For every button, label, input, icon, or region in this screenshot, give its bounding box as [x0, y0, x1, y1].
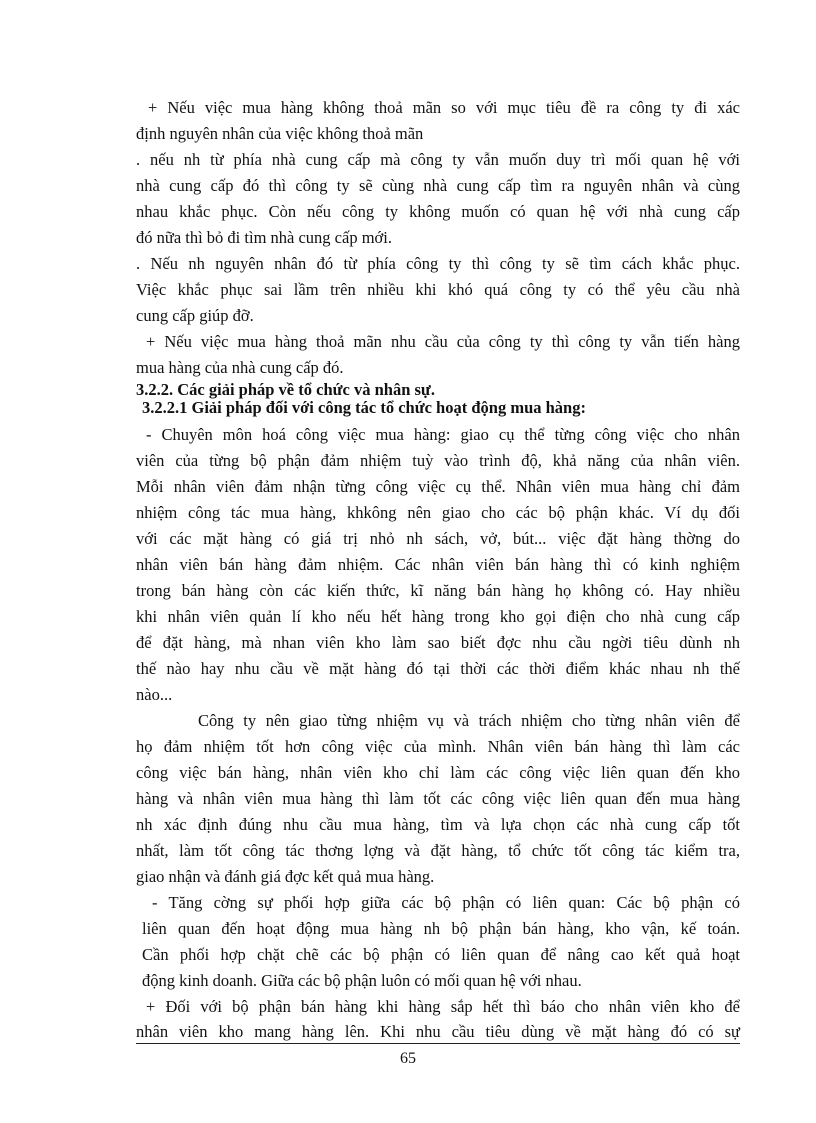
page-number: 65 [400, 1050, 416, 1067]
text-line: liên quan đến hoạt động mua hàng nh bộ phận bán hàng, kho vận, kế toán. [142, 919, 740, 938]
text-line: giao nhận và đánh giá đợc kết quả mua hàng. [136, 867, 435, 886]
subsection-heading: 3.2.2.1 Giải pháp đối với công tác tổ chức hoạt động mua hàng: [142, 398, 586, 417]
text-line: khi nhân viên quản lí kho nếu hết hàng trong kho gọi điện cho nhà cung cấp [136, 607, 740, 626]
text-line: . nếu nh từ phía nhà cung cấp mà công ty vẫn muốn duy trì mối quan hệ với [136, 150, 740, 169]
text-line: nhiệm công tác mua hàng, khkông nên giao cho các bộ phận khác. Ví dụ đối [136, 503, 740, 522]
text-line: nhân viên kho mang hàng lên. Khi nhu cầu tiêu dùng về mặt hàng đó có sự [136, 1022, 740, 1041]
text-line: nào... [136, 685, 173, 704]
text-line: Cần phối hợp chặt chẽ các bộ phận có liên quan để nâng cao kết quả hoạt [142, 945, 740, 964]
text-line: - Chuyên môn hoá công việc mua hàng: giao cụ thể từng công việc cho nhân [146, 425, 740, 444]
text-line: Công ty nên giao từng nhiệm vụ và trách nhiệm cho từng nhân viên để [198, 711, 740, 730]
text-line: với các mặt hàng có giá trị nhỏ nh sách, vở, bút... việc đặt hàng thờng do [136, 529, 740, 548]
text-line: để đặt hàng, mà nhan viên kho làm sao biết đợc nhu cầu ngời tiêu dùnh nh [136, 633, 740, 652]
text-line: thế nào hay nhu cầu về mặt hàng đó tại thời các thời điểm khác nhau nh thế [136, 659, 740, 678]
text-line: viên của từng bộ phận đảm nhiệm tuỳ vào trình độ, khả năng của nhân viên. [136, 451, 740, 470]
text-line: đó nữa thì bỏ đi tìm nhà cung cấp mới. [136, 228, 392, 247]
text-line: cung cấp giúp đỡ. [136, 306, 254, 325]
text-line: + Nếu việc mua hàng thoả mãn nhu cầu của công ty thì công ty vẫn tiến hàng [146, 332, 740, 351]
text-line: Việc khắc phục sai lầm trên nhiều khi khó quá công ty có thể yêu cầu nhà [136, 280, 740, 299]
text-line: nhau khắc phục. Còn nếu công ty không muốn có quan hệ với nhà cung cấp [136, 202, 740, 221]
text-line: nhất, làm tốt công tác thơng lợng và đặt hàng, tổ chức tốt công tác kiểm tra, [136, 841, 740, 860]
text-line: trong bán hàng còn các kiến thức, kĩ năng bán hàng họ không có. Hay nhiều [136, 581, 740, 600]
text-line: . Nếu nh nguyên nhân đó từ phía công ty thì công ty sẽ tìm cách khắc phục. [136, 254, 740, 273]
section-heading: 3.2.2. Các giải pháp về tổ chức và nhân sự. [136, 380, 435, 399]
text-line: nhà cung cấp đó thì công ty sẽ cùng nhà cung cấp tìm ra nguyên nhân và cùng [136, 176, 740, 195]
text-line: + Đối với bộ phận bán hàng khi hàng sắp hết thì báo cho nhân viên kho để [146, 997, 740, 1016]
text-line: công việc bán hàng, nhân viên kho chỉ làm các công việc liên quan đến kho [136, 763, 740, 782]
text-line: nh xác định đúng nhu cầu mua hàng, tìm và lựa chọn các nhà cung cấp tốt [136, 815, 740, 834]
text-line: mua hàng của nhà cung cấp đó. [136, 358, 344, 377]
footer-divider [136, 1043, 740, 1044]
text-line: - Tăng cờng sự phối hợp giữa các bộ phận có liên quan: Các bộ phận có [152, 893, 740, 912]
text-line: nhân viên bán hàng đảm nhiệm. Các nhân viên bán hàng thì có kinh nghiệm [136, 555, 740, 574]
text-line: hàng và nhân viên mua hàng thì làm tốt các công việc liên quan đến mua hàng [136, 789, 740, 808]
text-line: Mỗi nhân viên đảm nhận từng công việc cụ thể. Nhân viên mua hàng chỉ đảm [136, 477, 740, 496]
text-line: + Nếu việc mua hàng không thoả mãn so với mục tiêu đề ra công ty đi xác [148, 98, 740, 117]
text-line: họ đảm nhiệm tốt hơn công việc của mình. Nhân viên bán hàng thì làm các [136, 737, 740, 756]
text-line: động kinh doanh. Giữa các bộ phận luôn có mối quan hệ với nhau. [142, 971, 582, 990]
text-line: định nguyên nhân của việc không thoả mãn [136, 124, 424, 143]
